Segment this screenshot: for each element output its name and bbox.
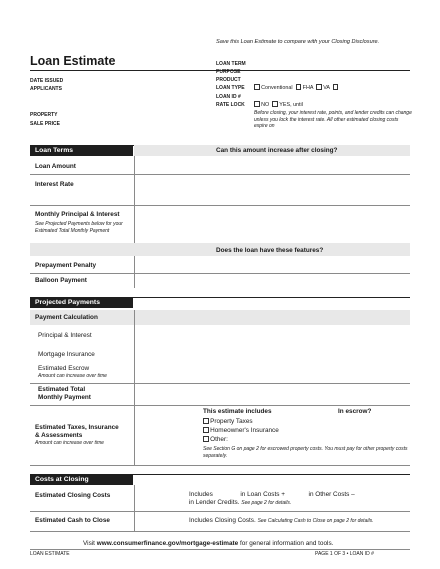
loan-amount-label: Loan Amount [35,163,76,170]
in-escrow-label: In escrow? [338,408,372,415]
product-label: PRODUCT [216,77,241,83]
rule [30,405,410,406]
principal-interest-label: Principal & Interest [38,332,92,339]
property-taxes-item [203,418,253,426]
property-taxes-checkbox[interactable] [203,418,209,424]
escrow-note: Amount can increase over time [38,373,107,379]
applicants-label: APPLICANTS [30,86,62,92]
total-monthly-label-1: Estimated Total [38,386,86,393]
closing-costs-detail-2 [189,499,291,507]
closing-costs-detail-1 [189,491,355,499]
cc-lender-credits: in Lender Credits. [189,499,240,506]
taxes-divider [134,405,135,465]
save-note: Save this Loan Estimate to compare with your Closing Disclosure. [216,39,380,45]
conventional-checkbox[interactable] [254,84,260,90]
mortgage-insurance-label: Mortgage Insurance [38,351,95,358]
footer-left: LOAN ESTIMATE [30,551,70,557]
payment-calc-label: Payment Calculation [35,314,98,321]
loan-terms-divider [134,156,135,243]
loan-type-options [254,84,340,92]
rate-lock-note: Before closing, your interest rate, points, and lender credits can change unless you lock the interest rate. All other estimated closing costs expire on [254,110,412,130]
visit-suffix: for general information and tools. [240,540,334,547]
estimated-escrow-label: Estimated Escrow [38,365,90,372]
taxes-note: Amount can increase over time [35,440,104,446]
section-g-note: See Section G on page 2 for escrowed property costs. You must pay for other property costs separately. [203,446,408,459]
rule [30,531,410,532]
cash-to-close-detail [189,517,373,525]
estimate-includes-label: This estimate includes [203,408,272,415]
features-divider [134,256,135,288]
interest-rate-label: Interest Rate [35,181,74,188]
projected-payments-heading: Projected Payments [30,297,133,308]
rate-lock-no-checkbox[interactable] [254,101,260,107]
ctc-includes: Includes Closing Costs. [189,517,256,524]
loan-term-label: LOAN TERM [216,61,246,67]
fha-option: FHA [302,85,314,91]
total-monthly-label-2: Monthly Payment [38,394,91,401]
rule [30,383,410,384]
homeowners-insurance-checkbox[interactable] [203,427,209,433]
cc-see: See page 2 for details. [241,500,292,506]
rule [30,273,410,274]
date-issued-label: DATE ISSUED [30,78,64,84]
costs-at-closing-heading: Costs at Closing [30,474,133,485]
other-loan-type-checkbox[interactable] [333,84,339,90]
rule [30,465,410,466]
rule [30,511,410,512]
other-checkbox[interactable] [203,436,209,442]
increase-question: Can this amount increase after closing? [216,147,338,154]
cc-other-costs: in Other Costs – [308,491,355,498]
rate-lock-yes: YES, until [279,102,303,108]
purpose-label: PURPOSE [216,69,241,75]
other-item [203,436,228,444]
other-label: Other: [210,436,228,443]
balloon-payment-label: Balloon Payment [35,277,87,284]
rate-lock-no: NO [261,102,270,108]
homeowners-insurance-label: Homeowner's Insurance [210,427,279,434]
rate-lock-label: RATE LOCK [216,102,245,108]
va-checkbox[interactable] [316,84,322,90]
closing-costs-label: Estimated Closing Costs [35,492,111,499]
loan-id-label: LOAN ID # [216,94,241,100]
loan-terms-heading: Loan Terms [30,145,133,156]
cc-loan-costs: in Loan Costs + [240,491,285,498]
prepayment-penalty-label: Prepayment Penalty [35,262,97,269]
rule [30,174,410,175]
rate-lock-yes-checkbox[interactable] [272,101,278,107]
property-taxes-label: Property Taxes [210,418,253,425]
page-title: Loan Estimate [30,54,116,68]
rate-lock-options [254,101,303,109]
cfpb-link[interactable]: www.consumerfinance.gov/mortgage-estimate [96,540,239,547]
closing-divider [134,485,135,531]
monthly-pi-note: See Projected Payments below for your Estimated Total Monthly Payment [35,221,123,234]
property-label: PROPERTY [30,112,58,118]
fha-checkbox[interactable] [296,84,302,90]
taxes-label-2: & Assessments [35,432,83,439]
projected-divider [134,310,135,405]
footer-rule [30,549,410,550]
homeowners-insurance-item [203,427,279,435]
taxes-label-1: Estimated Taxes, Insurance [35,424,119,431]
ctc-see: See Calculating Cash to Close on page 2 for details. [257,518,374,524]
rule [30,205,410,206]
va-option: VA [323,85,330,91]
conventional-option: Conventional [261,85,293,91]
footer-right: PAGE 1 OF 3 • LOAN ID # [315,551,374,557]
features-question: Does the loan have these features? [216,247,324,254]
loan-type-label: LOAN TYPE [216,85,245,91]
visit-prefix: Visit [83,540,95,547]
footer-visit [83,540,333,548]
monthly-pi-label: Monthly Principal & Interest [35,211,120,218]
cc-includes: Includes [189,491,213,498]
cash-to-close-label: Estimated Cash to Close [35,517,110,524]
sale-price-label: SALE PRICE [30,121,61,127]
